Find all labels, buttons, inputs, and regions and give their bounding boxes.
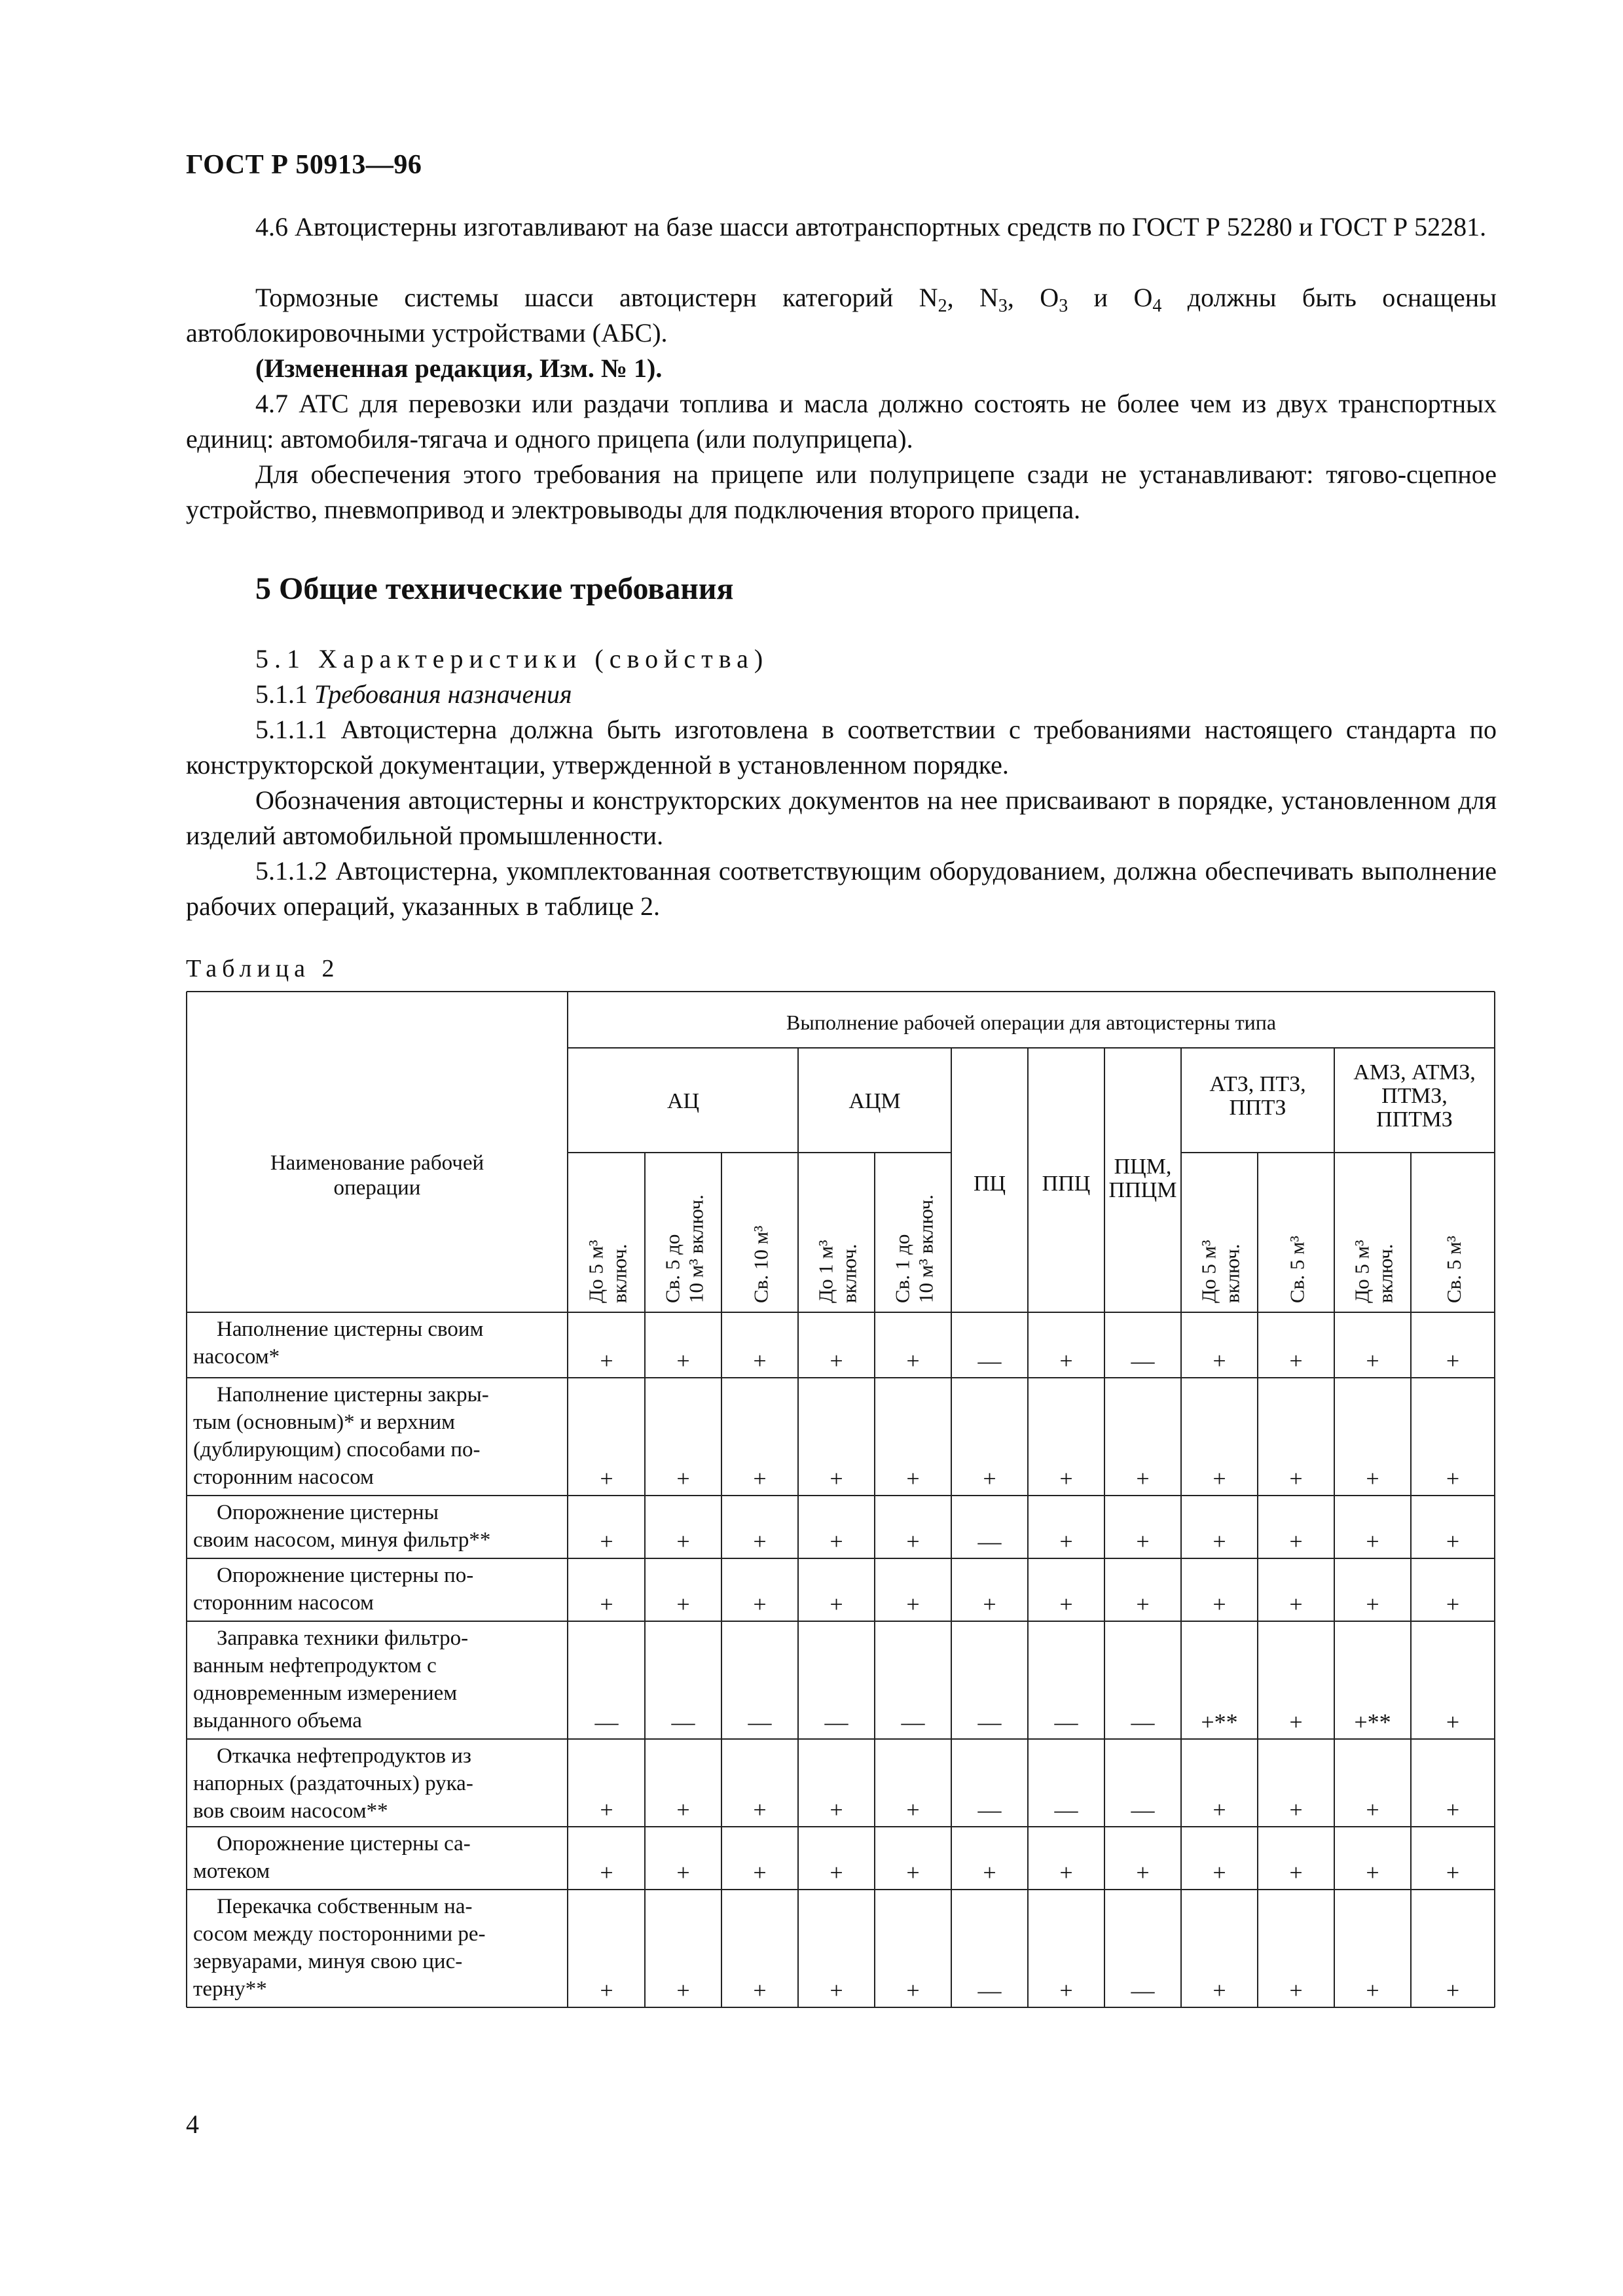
operation-mark: + xyxy=(906,1797,920,1823)
operation-name: насосом* xyxy=(193,1345,280,1369)
operation-mark: + xyxy=(1136,1528,1150,1554)
operation-mark: + xyxy=(1289,1348,1303,1374)
operation-mark: + xyxy=(753,1528,767,1554)
subcolumn-header: До 5 м³ xyxy=(1197,1240,1220,1303)
operation-mark: + xyxy=(1366,1859,1379,1886)
operation-mark: + xyxy=(1059,1977,1073,2003)
operation-mark: + xyxy=(983,1465,996,1492)
text-run: , O xyxy=(1007,283,1059,312)
subsection-5-1: 5.1 Характеристики (свойства) xyxy=(255,644,769,673)
operation-mark: + xyxy=(753,1465,767,1492)
operation-mark: + xyxy=(1446,1528,1460,1554)
operation-name: Опорожнение цистерны по- xyxy=(217,1564,474,1587)
operation-mark: + xyxy=(1446,1797,1460,1823)
operation-name: Заправка техники фильтро- xyxy=(217,1626,469,1650)
group-header: ПЦ xyxy=(973,1172,1006,1196)
operation-mark: — xyxy=(1131,1348,1155,1374)
operation-mark: + xyxy=(1446,1591,1460,1617)
operation-mark: + xyxy=(600,1797,613,1823)
group-header: АМЗ, АТМЗ, xyxy=(1353,1060,1476,1085)
subcolumn-header: 10 м³ включ. xyxy=(684,1194,708,1303)
subscript: 3 xyxy=(1059,296,1068,316)
operation-mark: + xyxy=(1213,1465,1226,1492)
operation-mark: + xyxy=(906,1591,920,1617)
operation-name: тым (основным)* и верхним xyxy=(193,1410,456,1434)
operation-mark: + xyxy=(1289,1465,1303,1492)
operation-mark: + xyxy=(600,1528,613,1554)
operation-mark: — xyxy=(1131,1709,1155,1735)
paragraph-4-6 xyxy=(186,209,1497,245)
operation-mark: + xyxy=(906,1859,920,1886)
operation-mark: + xyxy=(1446,1465,1460,1492)
operation-mark: — xyxy=(824,1709,848,1735)
page-number: 4 xyxy=(186,2109,199,2139)
operation-mark: + xyxy=(1136,1859,1150,1886)
operation-mark: + xyxy=(676,1797,690,1823)
group-header: АЦМ xyxy=(848,1089,901,1113)
paragraph-4-6-brakes xyxy=(186,280,1497,351)
operation-mark: + xyxy=(830,1859,843,1886)
subcolumn-header: включ. xyxy=(837,1244,861,1303)
amendment-note xyxy=(186,351,1497,386)
operation-mark: + xyxy=(600,1348,613,1374)
operation-name: вов своим насосом** xyxy=(193,1799,388,1823)
paragraph-4-7 xyxy=(186,386,1497,457)
paragraph-5-1-1-1: 5.1.1.1 Автоцистерна должна быть изготовлена в соответствии с требованиями настоящего стандарта по конструкторской документации, утвержденной в установленном порядке. xyxy=(186,715,1497,780)
operation-mark: + xyxy=(753,1977,767,2003)
operation-name: Опорожнение цистерны xyxy=(217,1501,439,1524)
operation-mark: + xyxy=(830,1591,843,1617)
operation-mark: + xyxy=(1366,1348,1379,1374)
operation-mark: + xyxy=(753,1859,767,1886)
operation-name: (дублирующим) способами по- xyxy=(193,1438,481,1462)
operation-mark: + xyxy=(1059,1591,1073,1617)
operation-mark: + xyxy=(906,1977,920,2003)
operation-mark: + xyxy=(1213,1348,1226,1374)
operation-mark: + xyxy=(1446,1709,1460,1735)
subcolumn-header: включ. xyxy=(1374,1244,1397,1303)
operation-mark: + xyxy=(600,1465,613,1492)
operation-mark: + xyxy=(600,1591,613,1617)
operation-name: Наполнение цистерны своим xyxy=(217,1318,484,1341)
operation-mark: — xyxy=(977,1977,1002,2003)
group-header: АЦ xyxy=(666,1089,700,1113)
operation-mark: + xyxy=(1213,1859,1226,1886)
operation-mark: — xyxy=(671,1709,695,1735)
subsection-number: 5.1.1 xyxy=(255,679,314,709)
top-header: Выполнение рабочей операции для автоцистерны типа xyxy=(786,1011,1277,1034)
operation-mark: + xyxy=(830,1348,843,1374)
operation-mark: + xyxy=(1136,1591,1150,1617)
group-header: ППТМЗ xyxy=(1376,1107,1453,1132)
subcolumn-header: Св. 5 до xyxy=(661,1234,684,1303)
subcolumn-header: включ. xyxy=(1220,1244,1244,1303)
operation-mark: — xyxy=(977,1709,1002,1735)
operation-mark: — xyxy=(1054,1709,1078,1735)
operation-mark: + xyxy=(830,1528,843,1554)
operation-name: ванным нефтепродуктом с xyxy=(193,1654,437,1677)
paragraph-5-1-1-2: 5.1.1.2 Автоцистерна, укомплектованная соответствующим оборудованием, должна обеспечивать выполнение рабочих операций, указанных в таблице 2. xyxy=(186,856,1497,921)
operation-mark: + xyxy=(1213,1528,1226,1554)
operation-mark: + xyxy=(1289,1709,1303,1735)
operation-mark: + xyxy=(753,1797,767,1823)
operation-mark: + xyxy=(1289,1591,1303,1617)
subscript: 3 xyxy=(998,296,1008,316)
operation-mark: + xyxy=(906,1528,920,1554)
operation-mark: + xyxy=(676,1465,690,1492)
operation-mark: +** xyxy=(1354,1709,1391,1735)
operation-mark: — xyxy=(594,1709,619,1735)
operation-mark: + xyxy=(600,1859,613,1886)
operation-mark: + xyxy=(1446,1977,1460,2003)
corner-header: операции xyxy=(333,1176,421,1200)
operation-mark: — xyxy=(1131,1977,1155,2003)
operation-mark: + xyxy=(983,1859,996,1886)
subcolumn-header: Св. 5 м³ xyxy=(1285,1236,1309,1303)
operation-mark: + xyxy=(830,1977,843,2003)
text-run: Тормозные системы шасси автоцистерн категорий N xyxy=(255,283,938,312)
group-header: ПЦМ, xyxy=(1114,1155,1172,1179)
operation-mark: + xyxy=(1213,1977,1226,2003)
text-run: 4.7 АТС для перевозки или раздачи топлива и масла должно состоять не более чем из двух транспортных единиц: автомобиля-тягача и одного прицепа (или полуприцепа). xyxy=(186,389,1497,454)
operation-mark: + xyxy=(1366,1797,1379,1823)
operation-name: сторонним насосом xyxy=(193,1465,374,1489)
operation-mark: + xyxy=(753,1348,767,1374)
operation-mark: — xyxy=(1054,1797,1078,1823)
subcolumn-header: Св. 10 м³ xyxy=(749,1225,773,1303)
operation-mark: + xyxy=(983,1591,996,1617)
operation-mark: + xyxy=(1366,1977,1379,2003)
operation-mark: + xyxy=(1289,1797,1303,1823)
operation-mark: — xyxy=(977,1348,1002,1374)
operation-name: сосом между посторонними ре- xyxy=(193,1922,486,1946)
group-header: ППТЗ xyxy=(1229,1096,1286,1120)
operation-mark: + xyxy=(1446,1348,1460,1374)
operation-mark: — xyxy=(748,1709,772,1735)
operation-mark: — xyxy=(977,1528,1002,1554)
subcolumn-header: Св. 5 м³ xyxy=(1442,1236,1465,1303)
operation-mark: + xyxy=(676,1859,690,1886)
operation-mark: + xyxy=(600,1977,613,2003)
operation-mark: + xyxy=(1366,1591,1379,1617)
operation-mark: — xyxy=(977,1797,1002,1823)
paragraph-4-7-requirement xyxy=(186,457,1497,528)
operation-name: своим насосом, минуя фильтр** xyxy=(193,1528,491,1552)
subcolumn-header: включ. xyxy=(608,1244,631,1303)
section-heading: 5 Общие технические требования xyxy=(255,571,734,606)
group-header: ППЦ xyxy=(1042,1172,1091,1196)
operation-mark: + xyxy=(676,1591,690,1617)
subcolumn-header: 10 м³ включ. xyxy=(914,1194,938,1303)
operation-name: напорных (раздаточных) рука- xyxy=(193,1772,473,1795)
operation-name: терну** xyxy=(193,1977,267,2001)
operation-mark: — xyxy=(901,1709,925,1735)
operation-name: мотеком xyxy=(193,1859,270,1883)
operation-mark: + xyxy=(906,1348,920,1374)
operation-mark: + xyxy=(830,1465,843,1492)
operation-mark: + xyxy=(1059,1348,1073,1374)
text-run: должны быть оснащены автоблокировочными устройствами (АБС). xyxy=(186,283,1497,348)
subcolumn-header: До 5 м³ xyxy=(584,1240,608,1303)
operation-mark: + xyxy=(1289,1977,1303,2003)
text-run: 4.6 Автоцистерны изготавливают на базе шасси автотранспортных средств по ГОСТ Р 52280 и ГОСТ Р 52281. xyxy=(255,212,1487,242)
operation-mark: +** xyxy=(1201,1709,1238,1735)
operation-mark: + xyxy=(906,1465,920,1492)
operation-mark: + xyxy=(1366,1465,1379,1492)
operation-mark: + xyxy=(1289,1859,1303,1886)
text-run: Для обеспечения этого требования на прицепе или полуприцепе сзади не устанавливают: тягово-сцепное устройство, пневмопривод и электровыводы для подключения второго прицепа. xyxy=(186,459,1497,524)
subscript: 2 xyxy=(938,296,947,316)
corner-header: Наименование рабочей xyxy=(270,1151,484,1175)
operation-name: зервуарами, минуя свою цис- xyxy=(193,1950,463,1973)
operation-mark: + xyxy=(830,1797,843,1823)
operation-name: сторонним насосом xyxy=(193,1591,374,1615)
operation-mark: + xyxy=(676,1528,690,1554)
operation-mark: + xyxy=(1059,1465,1073,1492)
operation-name: Откачка нефтепродуктов из xyxy=(217,1744,471,1768)
operation-mark: — xyxy=(1131,1797,1155,1823)
group-header: ПТМЗ, xyxy=(1381,1084,1448,1108)
group-header: ППЦМ xyxy=(1108,1178,1177,1202)
text-run: (Измененная редакция, Изм. № 1). xyxy=(255,353,663,383)
operation-name: Наполнение цистерны закры- xyxy=(217,1383,489,1407)
operation-mark: + xyxy=(676,1348,690,1374)
operation-mark: + xyxy=(753,1591,767,1617)
operation-name: выданного объема xyxy=(193,1709,362,1732)
subsection-5-1-1 xyxy=(186,677,1497,712)
text-run: , N xyxy=(947,283,998,312)
operation-mark: + xyxy=(1289,1528,1303,1554)
text-run: и O xyxy=(1068,283,1153,312)
operation-mark: + xyxy=(676,1977,690,2003)
group-header: АТЗ, ПТЗ, xyxy=(1209,1072,1306,1096)
subcolumn-header: До 1 м³ xyxy=(814,1240,837,1303)
operation-mark: + xyxy=(1059,1528,1073,1554)
subcolumn-header: До 5 м³ xyxy=(1350,1240,1374,1303)
operation-mark: + xyxy=(1366,1528,1379,1554)
operations-table xyxy=(186,991,1495,2013)
subscript: 4 xyxy=(1152,296,1162,316)
subcolumn-header: Св. 1 до xyxy=(890,1234,914,1303)
table-grid xyxy=(186,991,1495,2009)
operation-mark: + xyxy=(1213,1797,1226,1823)
operation-name: Перекачка собственным на- xyxy=(217,1895,473,1918)
table-caption: Таблица 2 xyxy=(186,955,340,982)
operation-mark: + xyxy=(1446,1859,1460,1886)
operation-name: Опорожнение цистерны са- xyxy=(217,1832,471,1856)
document-header: ГОСТ Р 50913—96 xyxy=(186,150,422,180)
paragraph-designations: Обозначения автоцистерны и конструкторских документов на нее присваивают в порядке, установленном для изделий автомобильной промышленности. xyxy=(186,785,1497,850)
operation-mark: + xyxy=(1136,1465,1150,1492)
operation-name: одновременным измерением xyxy=(193,1681,458,1705)
subsection-title: Требования назначения xyxy=(314,679,572,709)
operation-mark: + xyxy=(1213,1591,1226,1617)
operation-mark: + xyxy=(1059,1859,1073,1886)
